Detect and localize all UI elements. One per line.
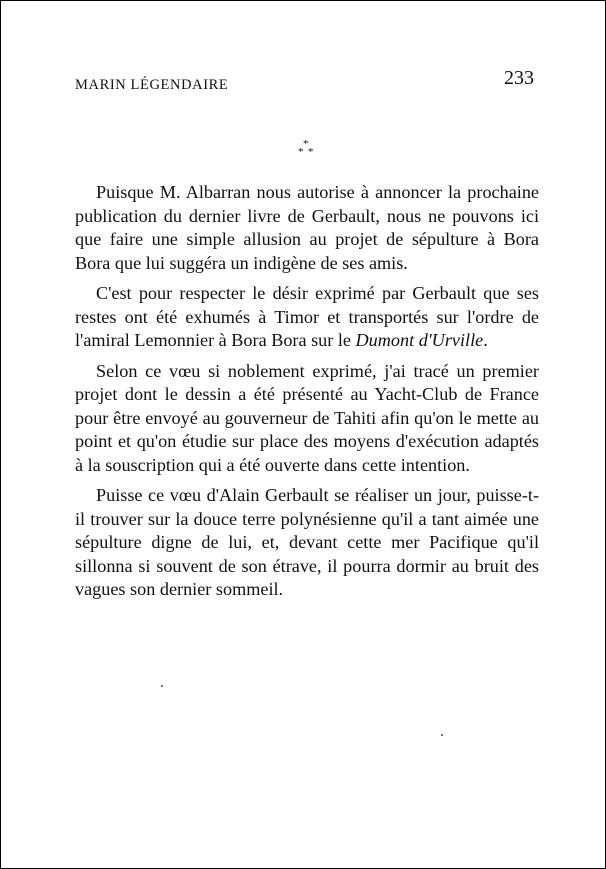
paragraph-1 [75, 181, 539, 275]
running-title: MARIN LÉGENDAIRE [75, 77, 229, 93]
ship-name: Dumont d'Urville [355, 330, 484, 350]
paper-speck [441, 734, 443, 736]
page-number: 233 [504, 67, 534, 89]
paragraph-3-text: Selon ce vœu si noblement exprimé, j'ai tracé un premier projet dont le dessin a été présenté au Yacht-Club de France pour être envoyé au gouverneur de Tahiti afin qu'on le mette au point et qu'on étudie sur place des moyens d'exécution adaptés à la souscription qui a été ouverte dans cette intention. [75, 360, 539, 475]
paragraph-3 [75, 360, 539, 478]
body-text [75, 181, 539, 602]
paragraph-1-text: Puisque M. Albarran nous autorise à annoncer la prochaine publication du dernier livre de Gerbault, nous ne pouvons ici que faire une simple allusion au projet de sépulture à Bora Bora que lui suggéra un indigène de ses amis. [75, 182, 539, 273]
paper-speck [161, 685, 163, 687]
paragraph-4-text: Puisse ce vœu d'Alain Gerbault se réaliser un jour, puisse-t-il trouver sur la douce terre polynésienne qu'il a tant aimée une sépulture digne de lui, et, devant cette mer Pacifique qu'il sillonna si souvent de son étrave, il pourra dormir au bruit des vagues son dernier sommeil. [75, 485, 539, 599]
paragraph-2-text: C'est pour respecter le désir exprimé par Gerbault que ses restes ont été exhumés à Timor et transportés sur l'ordre de l'amiral Lemonnier à Bora Bora sur le [75, 283, 539, 350]
asterism-star-right: * [308, 146, 314, 158]
asterism-star-left: * [298, 146, 304, 158]
paragraph-2 [75, 282, 539, 353]
paragraph-2-end: . [483, 330, 488, 350]
asterism-icon [295, 137, 319, 161]
paragraph-4 [75, 484, 539, 602]
asterism-star-top: * [303, 138, 309, 150]
